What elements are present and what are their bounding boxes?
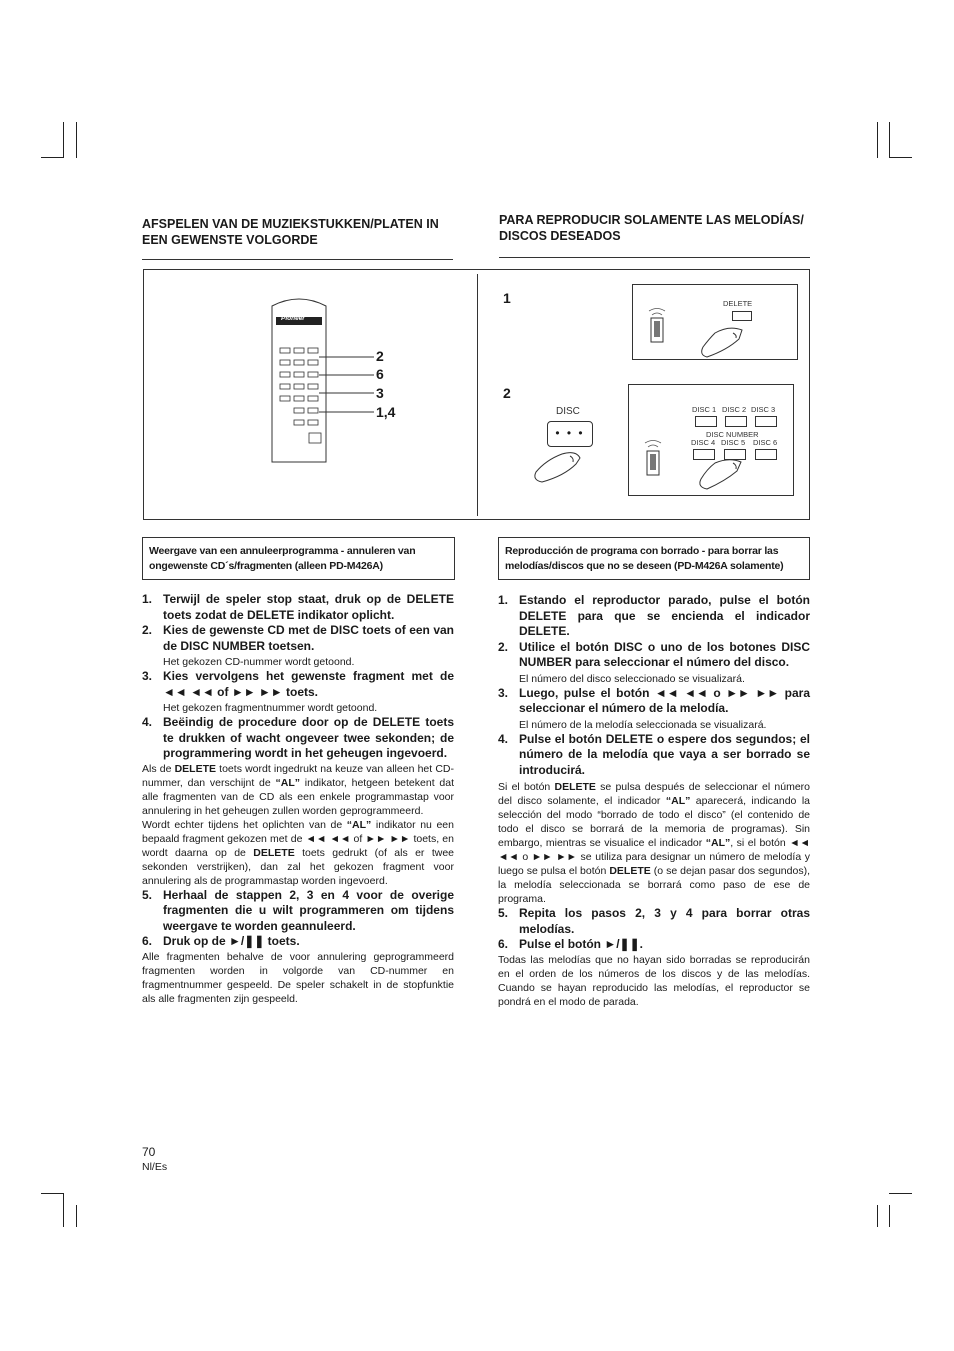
paragraph: Alle fragmenten behalve de voor annulering geprogrammeerd fragmenten worden in volgorde van CD-nummer en fragmentnummer gespeeld. De speler schakelt in de stopfunktie als alle fragmenten zijn gespeeld. [142, 950, 454, 1005]
list-item: 4. Beëindig de procedure door op de DELETE toets te drukken of wacht ongeveer twee sekonden; de programmering wordt in het geheugen ingevoerd. [142, 715, 454, 760]
divider [499, 257, 810, 258]
disc-button-label: DISC 6 [753, 438, 778, 447]
disc-button[interactable]: • • • [547, 421, 593, 447]
page-number: 70 [142, 1145, 156, 1159]
callout-label: 2 [376, 348, 384, 364]
disc-3-button[interactable] [755, 416, 777, 427]
heading-dutch: AFSPELEN VAN DE MUZIEKSTUKKEN/PLATEN IN EEN GEWENSTE VOLGORDE [142, 217, 439, 247]
step-list [142, 592, 454, 762]
finger-press-icon [647, 305, 757, 359]
disc-1-button[interactable] [695, 416, 717, 427]
disc-2-button[interactable] [725, 416, 747, 427]
note-box-dutch: Weergave van een annuleerprogramma - annuleren van ongewenste CD´s/fragmenten (alleen PD-M426A) [142, 537, 455, 580]
list-item: 3. Kies vervolgens het gewenste fragment met de ◄◄ ◄◄ of ►► ►► toets. Het gekozen fragmentnummer wordt getoond. [142, 669, 454, 714]
list-item: 2. Kies de gewenste CD met de DISC toets of een van de DISC NUMBER toetsen. Het gekozen CD-nummer wordt getoond. [142, 623, 454, 668]
disc-button-label: DISC 5 [721, 438, 746, 447]
list-item: 5. Repita los pasos 2, 3 y 4 para borrar otras melodías. [498, 906, 810, 936]
step-list [498, 906, 810, 953]
disc-button-label: DISC 4 [691, 438, 716, 447]
finger-press-icon [524, 448, 594, 488]
step-number-label: 1 [503, 290, 511, 306]
list-item: 6. Pulse el botón ►/❚❚. [498, 937, 643, 951]
paragraph: Todas las melodías que no hayan sido borradas se reproducirán en el orden de los números de los discos y de las melodías. Cuando se hayan reproducido las melodías, el reproductor se pondrá en el modo de parada. [498, 953, 810, 1008]
callout-label: 6 [376, 366, 384, 382]
list-item: 5. Herhaal de stappen 2, 3 en 4 voor de overige fragmenten die u wilt programmeren om tijdens weergave te worden geannuleerd. [142, 887, 454, 933]
step-note: Het gekozen CD-nummer wordt getoond. [163, 656, 355, 668]
spanish-column [498, 593, 810, 1009]
step-list [498, 593, 810, 778]
list-item: 1. Terwijl de speler stop staat, druk op de DELETE toets zodat de DELETE indikator oplicht. [142, 592, 454, 622]
disc-number-panel [628, 384, 794, 496]
language-code: Nl/Es [142, 1161, 168, 1173]
paragraph: Si el botón DELETE se pulsa después de seleccionar el número del disco solamente, el indicador “AL” aparecerá, indicando la selección del modo “borrado de todo el disco” (el contenido de todo el disco se borrará de la memoria de programas). Sin embargo, mientras se visualice el indicador “AL”, si el botón ◄◄ ◄◄ o ►► ►► se utiliza para designar un número de melodía y luego se pulsa el botón DELETE (o se dejan pasar dos segundos), la melodía seleccionada se borrará como paso de ese de programa. [498, 781, 810, 905]
delete-panel [632, 284, 798, 360]
list-item: 6. Druk op de ►/❚❚ toets. [142, 934, 300, 948]
callout-label: 1,4 [376, 404, 396, 420]
delete-label: DELETE [723, 299, 753, 308]
disc-label: DISC [556, 406, 580, 417]
list-item: 1. Estando el reproductor parado, pulse el botón DELETE para que se encienda el indicador DELETE. [498, 593, 810, 638]
note-box-spanish: Reproducción de programa con borrado - para borrar las melodías/discos que no se deseen (PD-M426A solamente) [498, 537, 810, 580]
remote-brand-logo: Pioneer [281, 315, 305, 322]
callout-lines [319, 350, 379, 420]
paragraph: Wordt echter tijdens het oplichten van de “AL” indikator nu een bepaald fragment gekozen met de ◄◄ ◄◄ of ►► ►► toets, en wordt daarna op de DELETE toets gedrukt (of als er twee sekonden verstrijken), dan zal het gekozen fragment voor annulering als de programmastap worden ingevoerd. [142, 818, 454, 887]
step-note: El número del disco seleccionado se visualizará. [519, 672, 745, 685]
disc-button-label: DISC 2 [722, 405, 747, 414]
list-item: 2. Utilice el botón DISC o uno de los botones DISC NUMBER para seleccionar el número del disco. El número del disco seleccionado se visualizará. [498, 639, 810, 685]
disc-button-label: DISC 1 [692, 405, 717, 414]
list-item: 4. Pulse el botón DELETE o espere dos segundos; el número de la melodía que vaya a ser borrado se introducirá. [498, 731, 810, 777]
list-item: 3. Luego, pulse el botón ◄◄ ◄◄ o ►► ►► para seleccionar el número de la melodía. El número de la melodía seleccionada se visualizará. [498, 685, 810, 731]
illustration-panel [143, 269, 810, 520]
divider [477, 274, 478, 516]
disc-number-label: DISC NUMBER [706, 430, 759, 439]
callout-label: 3 [376, 385, 384, 401]
divider [142, 259, 453, 260]
dutch-column [142, 592, 454, 1006]
step-note: Het gekozen fragmentnummer wordt getoond. [163, 702, 378, 714]
finger-press-icon [643, 437, 763, 493]
step-list [142, 888, 454, 950]
step-number-label: 2 [503, 385, 511, 401]
disc-button-label: DISC 3 [751, 405, 776, 414]
heading-spanish: PARA REPRODUCIR SOLAMENTE LAS MELODÍAS/ DISCOS DESEADOS [499, 213, 804, 243]
step-note: El número de la melodía seleccionada se visualizará. [519, 718, 767, 731]
paragraph: Als de DELETE toets wordt ingedrukt na keuze van alleen het CD-nummer, dan verschijnt de “AL” indikator, hetgeen betekent dat alle fragmenten van de CD als een enkele programmastap voor annulering in het geheugen zullen worden geprogrammeerd. [142, 762, 454, 817]
